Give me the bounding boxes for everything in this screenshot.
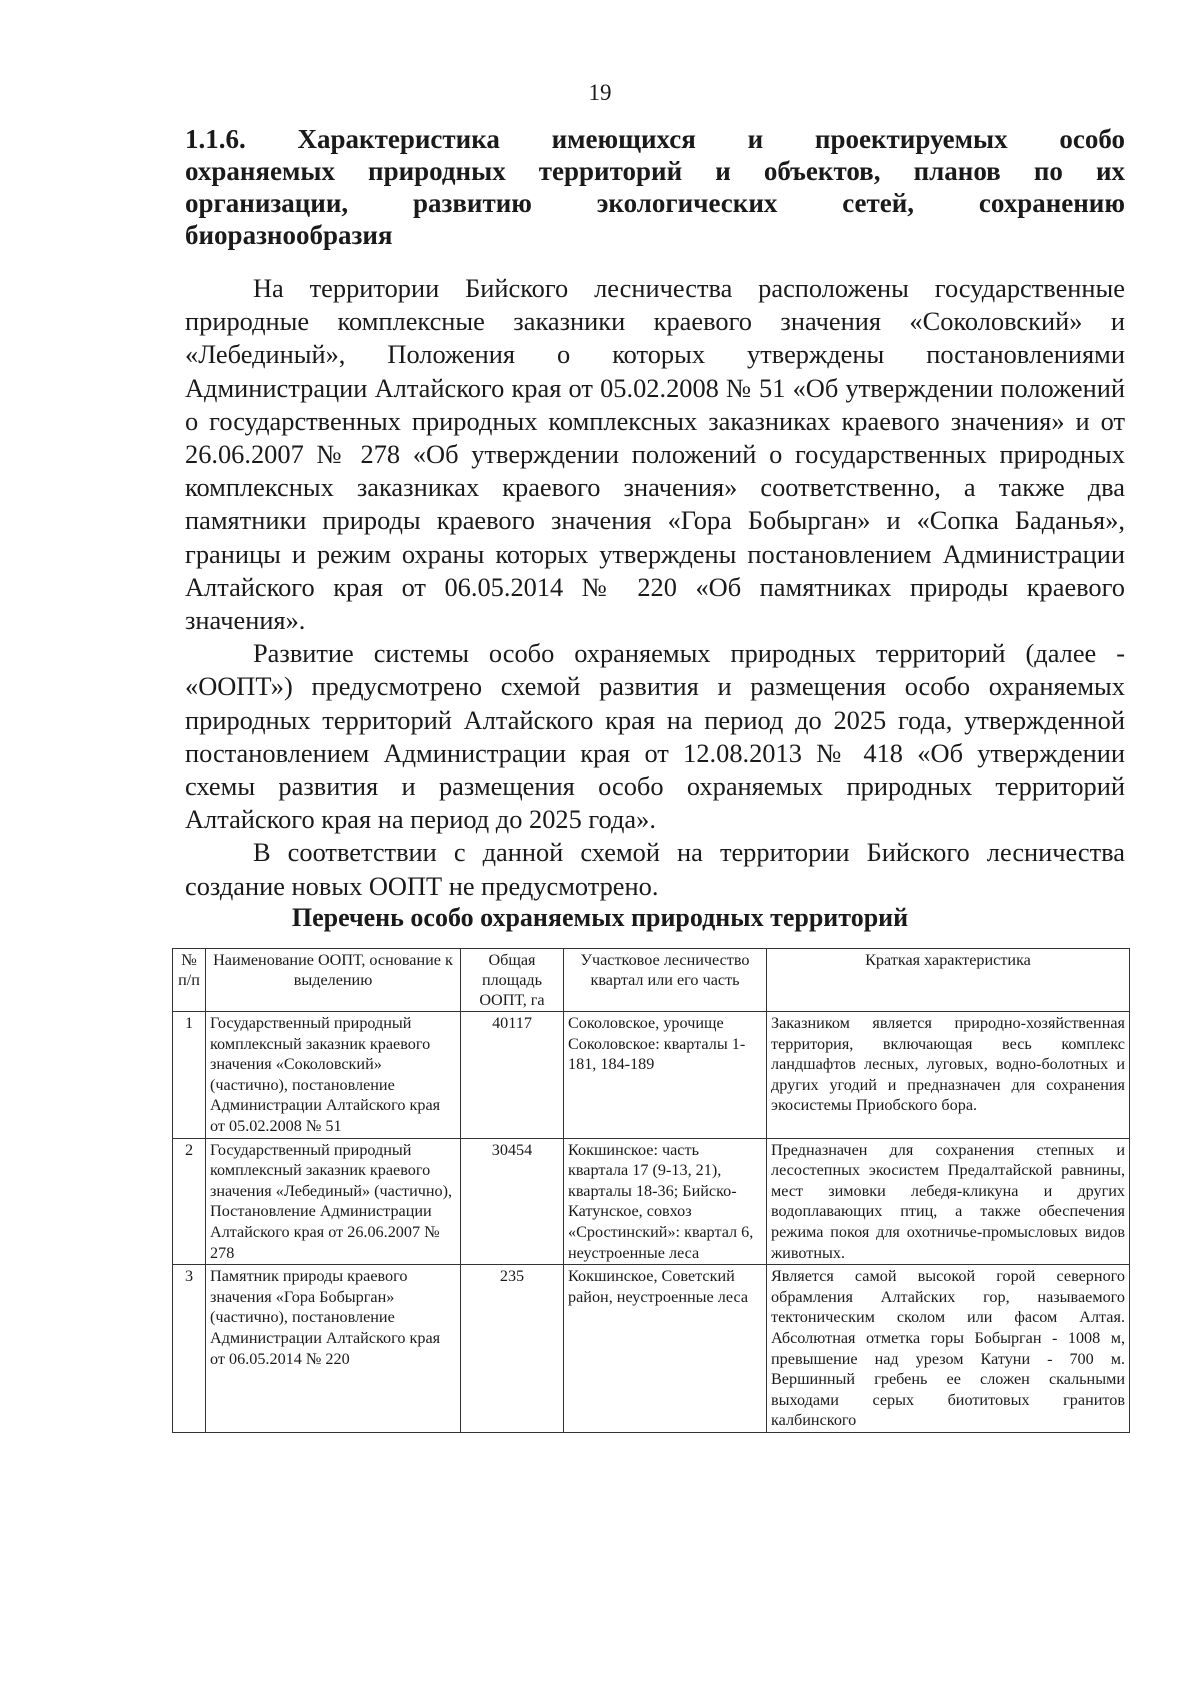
- heading-line: организации, развитию экологических сетей, сохранению: [185, 188, 1125, 218]
- row-area: 235: [461, 1265, 564, 1433]
- heading-line: биоразнообразия: [185, 220, 393, 250]
- header-forestry: Участковое лесничество квартал или его часть: [564, 949, 767, 1012]
- row-name: Государственный природный комплексный заказник краевого значения «Соколовский» (частично), постановление Администрации Алтайского края от 05.02.2008 № 51: [206, 1012, 461, 1139]
- table-row: [173, 1012, 1130, 1139]
- row-area: 40117: [461, 1012, 564, 1139]
- paragraph: Развитие системы особо охраняемых природных территорий (далее - «ООПТ») предусмотрено схемой развития и размещения особо охраняемых природных территорий Алтайского края на период до 2025 года, утвержденной постановлением Администрации края от 12.08.2013 № 418 «Об утверждении схемы развития и размещения особо охраняемых природных территорий Алтайского края на период до 2025 года».: [185, 638, 1125, 835]
- row-area: 30454: [461, 1138, 564, 1265]
- row-forestry: Соколовское, урочище Соколовское: кварталы 1-181, 184-189: [564, 1012, 767, 1139]
- table-title: Перечень особо охраняемых природных территорий: [291, 903, 909, 932]
- heading-line: охраняемых природных территорий и объектов, планов по их: [185, 156, 1125, 186]
- heading-line: 1.1.6. Характеристика имеющихся и проектируемых особо: [185, 124, 1125, 154]
- row-description: Предназначен для сохранения степных и лесостепных экосистем Предалтайской равнины, мест зимовки лебедя-кликуна и других водоплавающих птиц, а также обеспечения режима покоя для охотничье-промысловых видов животных.: [767, 1138, 1130, 1265]
- protected-areas-table: [172, 948, 1130, 1433]
- paragraph: На территории Бийского лесничества расположены государственные природные комплексные заказники краевого значения «Соколовский» и «Лебединый», Положения о которых утверждены постановлениями Администрации Алтайского края от 05.02.2008 № 51 «Об утверждении положений о государственных природных комплексных заказниках краевого значения» и от 26.06.2007 № 278 «Об утверждении положений о государственных природных комплексных заказниках краевого значения» соответственно, а также два памятники природы краевого значения «Гора Бобырган» и «Сопка Баданья», границы и режим охраны которых утверждены постановлением Администрации Алтайского края от 06.05.2014 № 220 «Об памятниках природы краевого значения».: [185, 273, 1125, 636]
- row-description: Является самой высокой горой северного обрамления Алтайских гор, называемого тектоническим сколом или фасом Алтая. Абсолютная отметка горы Бобырган - 1008 м, превышение над урезом Катуни - 700 м. Вершинный гребень ее сложен скальными выходами серых биотитовых гранитов калбинского: [767, 1265, 1130, 1433]
- table-row: [173, 1138, 1130, 1265]
- table-row: [173, 1265, 1130, 1433]
- body-text: [185, 272, 1125, 903]
- row-name: Государственный природный комплексный заказник краевого значения «Лебединый» (частично), Постановление Администрации Алтайского края от 26.06.2007 № 278: [206, 1138, 461, 1265]
- header-description: Краткая характеристика: [767, 949, 1130, 1012]
- row-forestry: Кокшинское, Советский район, неустроенные леса: [564, 1265, 767, 1433]
- row-name: Памятник природы краевого значения «Гора Бобырган» (частично), постановление Администрации Алтайского края от 06.05.2014 № 220: [206, 1265, 461, 1433]
- header-name: Наименование ООПТ, основание к выделению: [206, 949, 461, 1012]
- row-description: Заказником является природно-хозяйственная территория, включающая весь комплекс ландшафтов лесных, луговых, водно-болотных и других угодий и предназначен для сохранения экосистемы Приобского бора.: [767, 1012, 1130, 1139]
- header-num: № п/п: [173, 949, 206, 1012]
- page-number: 19: [588, 80, 612, 105]
- table-header-row: [173, 949, 1130, 1012]
- row-num: 2: [173, 1138, 206, 1265]
- paragraph: В соответствии с данной схемой на территории Бийского лесничества создание новых ООПТ не предусмотрено.: [185, 837, 1125, 901]
- row-forestry: Кокшинское: часть квартала 17 (9-13, 21), кварталы 18-36; Бийско-Катунское, совхоз «Сростинский»: квартал 6, неустроенные леса: [564, 1138, 767, 1265]
- row-num: 3: [173, 1265, 206, 1433]
- header-area: Общая площадь ООПТ, га: [461, 949, 564, 1012]
- row-num: 1: [173, 1012, 206, 1139]
- section-heading: [185, 123, 1125, 251]
